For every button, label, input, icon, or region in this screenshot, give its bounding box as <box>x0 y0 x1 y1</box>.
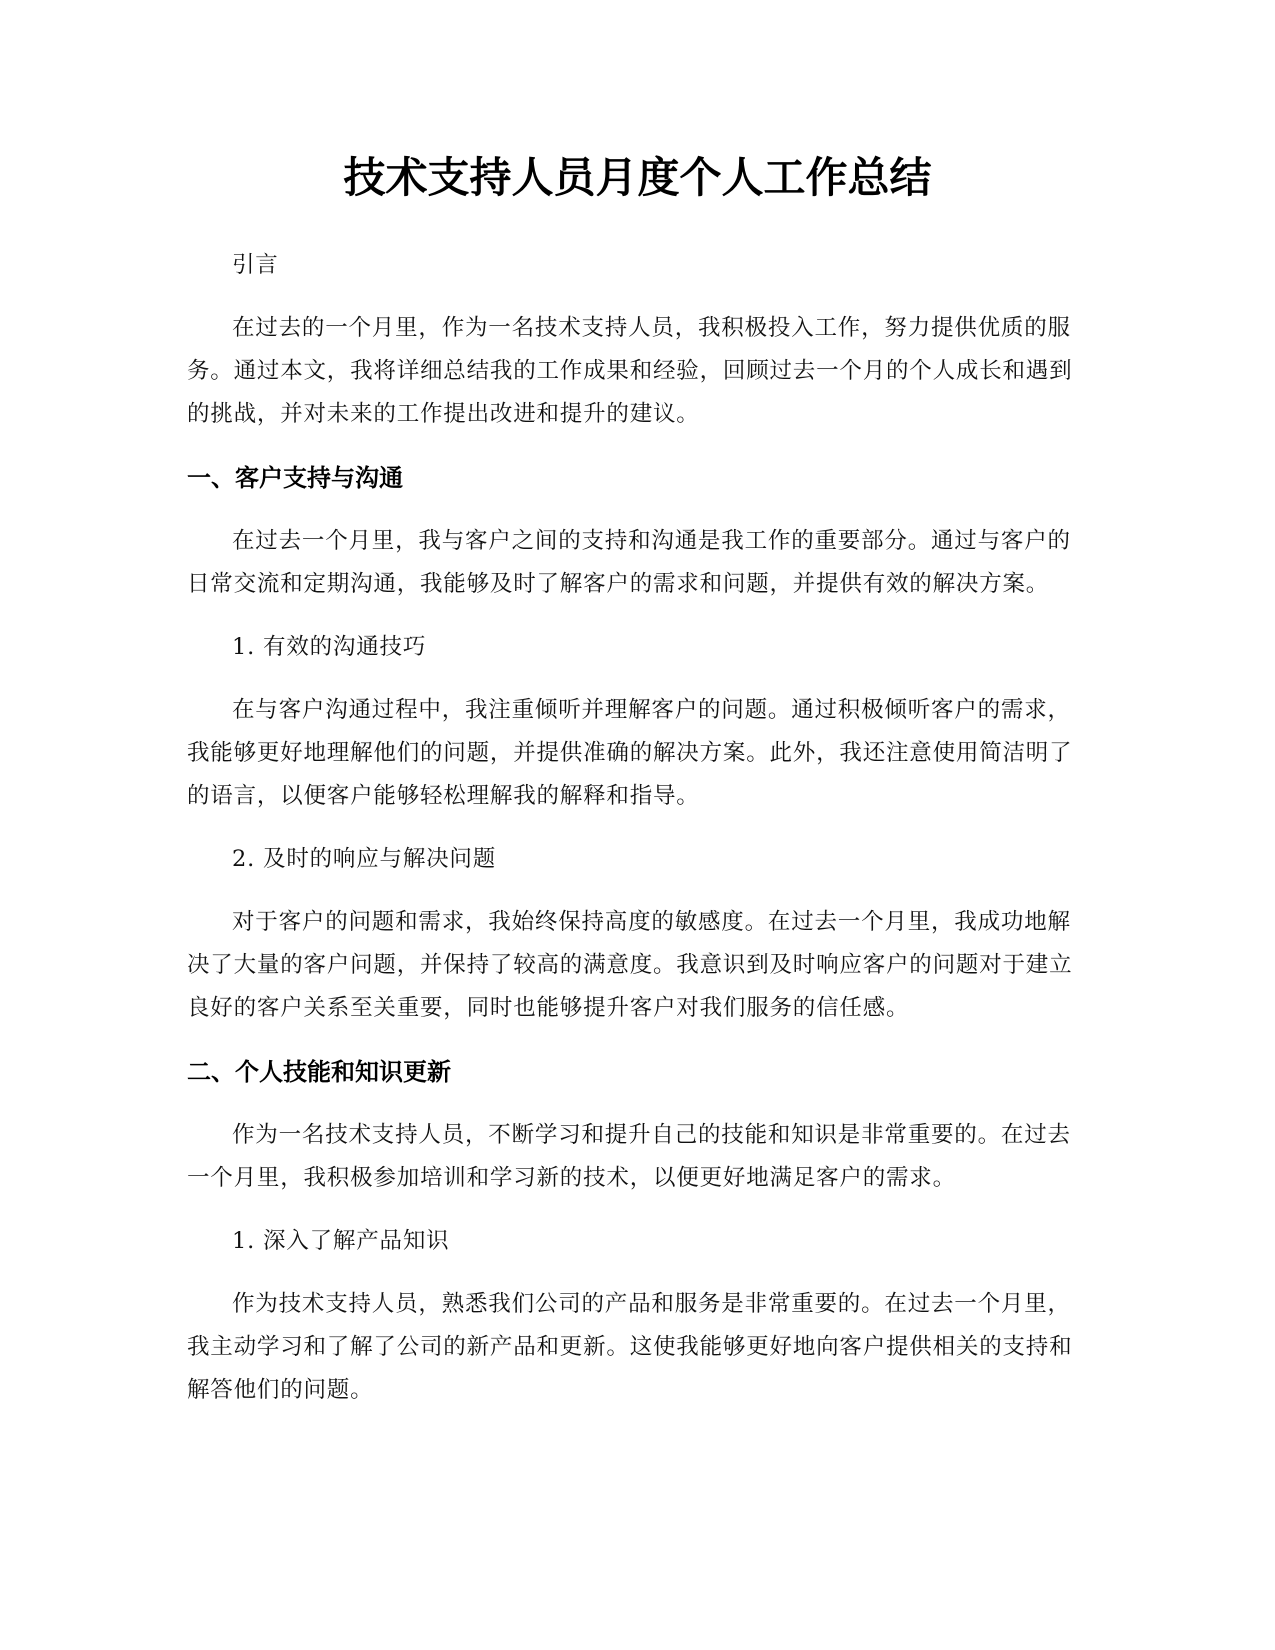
document-title: 技术支持人员月度个人工作总结 <box>343 153 932 202</box>
section-2-paragraph: 作为一名技术支持人员，不断学习和提升自己的技能和知识是非常重要的。在过去一个月里，我积极参加培训和学习新的技术，以便更好地满足客户的需求。 <box>187 1122 1071 1191</box>
intro-label: 引言 <box>232 252 279 278</box>
subsection-1-1-paragraph: 在与客户沟通过程中，我注重倾听并理解客户的问题。通过积极倾听客户的需求，我能够更好地理解他们的问题，并提供准确的解决方案。此外，我还注意使用简洁明了的语言，以便客户能够轻松理解我的解释和指导。 <box>187 697 1073 809</box>
subsection-1-2-paragraph: 对于客户的问题和需求，我始终保持高度的敏感度。在过去一个月里，我成功地解决了大量的客户问题，并保持了较高的满意度。我意识到及时响应客户的问题对于建立良好的客户关系至关重要，同时也能够提升客户对我们服务的信任感。 <box>187 909 1073 1021</box>
subsection-2-1-paragraph: 作为技术支持人员，熟悉我们公司的产品和服务是非常重要的。在过去一个月里，我主动学习和了解了公司的新产品和更新。这使我能够更好地向客户提供相关的支持和解答他们的问题。 <box>187 1291 1073 1403</box>
intro-paragraph: 在过去的一个月里，作为一名技术支持人员，我积极投入工作，努力提供优质的服务。通过本文，我将详细总结我的工作成果和经验，回顾过去一个月的个人成长和遇到的挑战，并对未来的工作提出改进和提升的建议。 <box>187 315 1073 427</box>
section-1-paragraph: 在过去一个月里，我与客户之间的支持和沟通是我工作的重要部分。通过与客户的日常交流和定期沟通，我能够及时了解客户的需求和问题，并提供有效的解决方案。 <box>187 528 1071 597</box>
subheading-2-1: 1. 深入了解产品知识 <box>232 1228 450 1254</box>
section-heading-1: 一、客户支持与沟通 <box>187 464 403 492</box>
subheading-1-1: 1. 有效的沟通技巧 <box>232 634 427 660</box>
subheading-1-2: 2. 及时的响应与解决问题 <box>232 846 497 872</box>
section-heading-2: 二、个人技能和知识更新 <box>187 1058 451 1086</box>
document-body <box>187 244 1087 1412</box>
